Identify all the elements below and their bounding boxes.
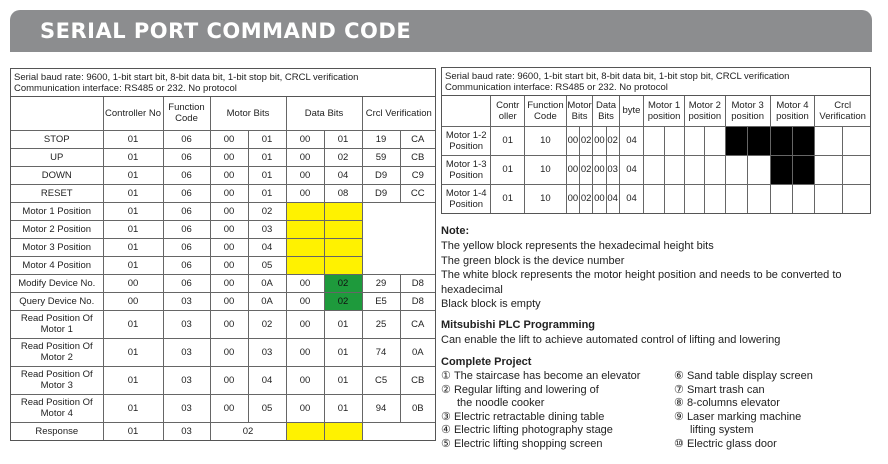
- white-position-cell: [705, 155, 725, 184]
- note-black: Black block is empty: [441, 298, 541, 311]
- white-position-cell: [842, 126, 870, 155]
- project-number: ⑧: [674, 397, 684, 410]
- table-cell: D8: [400, 274, 435, 292]
- note-white: The white block represents the motor height position and needs to be converted to: [441, 269, 842, 282]
- white-position-cell: [748, 184, 770, 213]
- project-number: ⑥: [674, 370, 684, 382]
- header-controller: Contr oller: [491, 96, 525, 126]
- table-cell: 04: [619, 184, 643, 213]
- project-item: [674, 397, 813, 411]
- plc-title: Mitsubishi PLC Programming: [441, 319, 596, 331]
- white-position-cell: [705, 184, 725, 213]
- table-cell: CB: [400, 148, 435, 166]
- table-cell: 03: [163, 310, 210, 338]
- table-cell: 02: [580, 126, 593, 155]
- table-cell: 00: [210, 338, 248, 366]
- project-item: [441, 411, 640, 425]
- row-label: Read Position Of Motor 3: [11, 366, 103, 394]
- table-cell: 03: [163, 366, 210, 394]
- black-empty-cell: [748, 126, 770, 155]
- table-cell: 00: [286, 274, 324, 292]
- project-text: Sand table display screen: [686, 370, 813, 382]
- table-cell: 01: [248, 166, 286, 184]
- white-position-cell: [725, 155, 747, 184]
- black-empty-cell: [792, 126, 814, 155]
- yellow-height-cell: [324, 220, 362, 238]
- table-cell: 01: [324, 338, 362, 366]
- row-label: Motor 1-3 Position: [442, 155, 491, 184]
- baud-rate-line: Serial baud rate: 9600, 1-bit start bit, 8-bit data bit, 1-bit stop bit, CRCL verification: [445, 71, 790, 82]
- table-cell: 08: [324, 184, 362, 202]
- white-position-cell: [705, 126, 725, 155]
- row-label: Motor 1 Position: [11, 202, 103, 220]
- white-position-cell: [644, 155, 664, 184]
- table-cell: 00: [286, 166, 324, 184]
- project-text: Laser marking machine: [686, 410, 802, 423]
- white-position-cell: [770, 184, 792, 213]
- project-item: [674, 411, 813, 425]
- table-cell: 59: [362, 148, 400, 166]
- table-cell: 06: [163, 256, 210, 274]
- table-cell: 00: [286, 310, 324, 338]
- project-number: ⑨: [674, 410, 684, 423]
- table-cell: 00: [103, 292, 163, 310]
- project-list-left: [441, 370, 640, 452]
- table-row: [11, 422, 435, 440]
- row-label: Motor 3 Position: [11, 238, 103, 256]
- notes-section: [441, 224, 881, 312]
- table-cell: 01: [103, 166, 163, 184]
- white-position-cell: [842, 184, 870, 213]
- multi-motor-table: [441, 67, 871, 214]
- table-cell: 01: [491, 126, 525, 155]
- table-cell: 10: [525, 184, 567, 213]
- yellow-height-cell: [324, 422, 362, 440]
- table-cell: 05: [248, 394, 286, 422]
- row-label: Read Position Of Motor 1: [11, 310, 103, 338]
- table-cell: 00: [593, 155, 606, 184]
- table-cell: 29: [362, 274, 400, 292]
- table-cell: 06: [163, 166, 210, 184]
- white-position-cell: [684, 184, 704, 213]
- table-cell: 04: [606, 184, 619, 213]
- table-cell: 25: [362, 310, 400, 338]
- project-item: [674, 370, 813, 384]
- table-cell: D9: [362, 166, 400, 184]
- table-cell: 00: [286, 148, 324, 166]
- table-cell: 03: [248, 338, 286, 366]
- table-cell: 06: [163, 238, 210, 256]
- header-blank: [11, 97, 103, 130]
- project-item: [674, 384, 813, 398]
- project-text: Electric retractable dining table: [453, 410, 605, 423]
- table-cell: C9: [400, 166, 435, 184]
- empty-cell: [362, 202, 435, 220]
- table-cell: 0A: [248, 274, 286, 292]
- table-cell: 00: [286, 292, 324, 310]
- table-cell: 00: [210, 256, 248, 274]
- table-cell: 74: [362, 338, 400, 366]
- project-text: 8-columns elevator: [686, 397, 780, 410]
- table-cell: 00: [286, 338, 324, 366]
- table-cell: E5: [362, 292, 400, 310]
- row-label: Motor 1-2 Position: [442, 126, 491, 155]
- table-cell: 01: [324, 130, 362, 148]
- table-cell: 06: [163, 220, 210, 238]
- row-label: Read Position Of Motor 2: [11, 338, 103, 366]
- table-cell: 06: [163, 148, 210, 166]
- notes-title: Note:: [441, 225, 470, 237]
- project-item: [674, 438, 813, 452]
- table-cell: 00: [286, 184, 324, 202]
- table-header-info: [442, 68, 870, 96]
- table-cell: 04: [248, 366, 286, 394]
- table-cell: 19: [362, 130, 400, 148]
- row-label: Motor 2 Position: [11, 220, 103, 238]
- white-position-cell: [684, 155, 704, 184]
- header-motor-bits: Motor Bits: [210, 97, 286, 130]
- empty-cell: [362, 238, 435, 256]
- table-cell: 03: [163, 338, 210, 366]
- black-empty-cell: [792, 155, 814, 184]
- table-row: [11, 274, 435, 292]
- project-number: ③: [441, 410, 451, 423]
- header-crcl: Crcl Verification: [815, 96, 870, 126]
- table-row: [11, 238, 435, 256]
- project-number: ⑤: [441, 437, 451, 450]
- table-cell: 00: [593, 184, 606, 213]
- row-label: DOWN: [11, 166, 103, 184]
- table-header-row: [442, 96, 870, 126]
- project-item: [441, 424, 640, 438]
- table-cell: 00: [210, 184, 248, 202]
- table-cell: 01: [103, 202, 163, 220]
- project-text-cont: lifting system: [690, 424, 754, 437]
- header-data-bits: Data Bits: [593, 96, 619, 126]
- table-row: [11, 166, 435, 184]
- table-row: [11, 220, 435, 238]
- white-position-cell: [725, 184, 747, 213]
- table-row: [11, 256, 435, 274]
- table-cell: 00: [210, 366, 248, 394]
- interface-line: Communication interface: RS485 or 232. No protocol: [445, 82, 668, 93]
- row-label: STOP: [11, 130, 103, 148]
- table-cell: 01: [103, 338, 163, 366]
- white-position-cell: [664, 155, 684, 184]
- table-cell: 01: [103, 130, 163, 148]
- project-number: ④: [441, 424, 451, 437]
- yellow-height-cell: [324, 256, 362, 274]
- project-item: [441, 438, 640, 452]
- yellow-height-cell: [286, 238, 324, 256]
- table-cell: 03: [163, 422, 210, 440]
- table-cell: 01: [491, 184, 525, 213]
- table-cell: 00: [210, 166, 248, 184]
- white-position-cell: [664, 126, 684, 155]
- table-cell: CC: [400, 184, 435, 202]
- header-blank: [442, 96, 491, 126]
- table-header-row: [11, 97, 435, 130]
- table-cell: 10: [525, 126, 567, 155]
- table-row: [11, 148, 435, 166]
- table-cell: CB: [400, 366, 435, 394]
- table-cell: 00: [210, 274, 248, 292]
- table-cell: 02: [580, 155, 593, 184]
- table-cell: 03: [163, 292, 210, 310]
- interface-line: Communication interface: RS485 or 232. No protocol: [14, 83, 237, 94]
- table-cell: 01: [103, 256, 163, 274]
- project-list-right: [674, 370, 813, 452]
- table-row: [11, 394, 435, 422]
- table-cell: 04: [619, 155, 643, 184]
- empty-cell: [362, 422, 435, 440]
- white-position-cell: [684, 126, 704, 155]
- header-motor3-position: Motor 3 position: [725, 96, 770, 126]
- table-cell: 01: [324, 394, 362, 422]
- white-position-cell: [815, 184, 843, 213]
- command-code-table: [10, 68, 436, 441]
- black-empty-cell: [770, 155, 792, 184]
- white-position-cell: [748, 155, 770, 184]
- table-row: [442, 155, 870, 184]
- project-text-cont: the noodle cooker: [457, 397, 545, 410]
- table-cell: 01: [324, 366, 362, 394]
- note-green: The green block is the device number: [441, 254, 625, 267]
- table-cell: 10: [525, 155, 567, 184]
- project-text: Smart trash can: [686, 383, 765, 396]
- table-cell: 00: [566, 184, 579, 213]
- white-position-cell: [644, 126, 664, 155]
- table-row: [11, 292, 435, 310]
- project-number: ①: [441, 370, 451, 382]
- header-motor1-position: Motor 1 position: [644, 96, 685, 126]
- table-row: [11, 184, 435, 202]
- white-position-cell: [792, 184, 814, 213]
- project-text: Electric glass door: [686, 437, 777, 450]
- table-row: [11, 130, 435, 148]
- table-cell: D8: [400, 292, 435, 310]
- table-row: [11, 202, 435, 220]
- table-cell: 02: [248, 310, 286, 338]
- black-empty-cell: [770, 126, 792, 155]
- row-label: Motor 1-4 Position: [442, 184, 491, 213]
- table-cell: 00: [210, 220, 248, 238]
- plc-section: [441, 318, 881, 347]
- table-cell: 02: [606, 126, 619, 155]
- project-number: ⑦: [674, 383, 684, 396]
- green-device-cell: 02: [324, 274, 362, 292]
- white-position-cell: [815, 155, 843, 184]
- baud-rate-line: Serial baud rate: 9600, 1-bit start bit, 8-bit data bit, 1-bit stop bit, CRCL verification: [14, 72, 359, 83]
- yellow-height-cell: [286, 422, 324, 440]
- table-cell: 01: [491, 155, 525, 184]
- project-item: [441, 384, 640, 398]
- header-motor4-position: Motor 4 position: [770, 96, 815, 126]
- complete-project-section: [441, 355, 881, 450]
- black-empty-cell: [725, 126, 747, 155]
- table-cell: 00: [210, 292, 248, 310]
- row-label: RESET: [11, 184, 103, 202]
- table-cell: 94: [362, 394, 400, 422]
- multi-motor-command-table: [442, 96, 870, 213]
- complete-title: Complete Project: [441, 356, 532, 368]
- table-cell: 01: [103, 310, 163, 338]
- white-position-cell: [644, 184, 664, 213]
- row-label: Read Position Of Motor 4: [11, 394, 103, 422]
- table-cell: 06: [163, 202, 210, 220]
- page-title: SERIAL PORT COMMAND CODE: [40, 19, 412, 43]
- header-function: Function Code: [525, 96, 567, 126]
- green-device-cell: 02: [324, 292, 362, 310]
- table-cell: 04: [619, 126, 643, 155]
- table-cell: 01: [324, 310, 362, 338]
- white-position-cell: [842, 155, 870, 184]
- header-data-bits: Data Bits: [286, 97, 362, 130]
- table-header-info: [11, 69, 435, 97]
- table-cell: 01: [248, 184, 286, 202]
- table-cell: CA: [400, 310, 435, 338]
- table-cell: 00: [566, 126, 579, 155]
- table-cell: C5: [362, 366, 400, 394]
- table-cell: 00: [210, 310, 248, 338]
- table-cell: 06: [163, 184, 210, 202]
- table-cell: 06: [163, 130, 210, 148]
- table-cell: 00: [210, 238, 248, 256]
- project-number: ②: [441, 383, 451, 396]
- empty-cell: [362, 220, 435, 238]
- table-cell: 03: [248, 220, 286, 238]
- row-label: UP: [11, 148, 103, 166]
- table-cell: 00: [210, 148, 248, 166]
- table-cell: 01: [103, 422, 163, 440]
- plc-text: Can enable the lift to achieve automated control of lifting and lowering: [441, 333, 781, 346]
- yellow-height-cell: [324, 202, 362, 220]
- table-cell: 0B: [400, 394, 435, 422]
- table-cell: 02: [324, 148, 362, 166]
- project-text: The staircase has become an elevator: [453, 370, 641, 382]
- table-cell: 00: [210, 202, 248, 220]
- project-item: [441, 370, 640, 384]
- table-cell: 01: [103, 394, 163, 422]
- table-cell: 00: [210, 394, 248, 422]
- table-cell: 04: [248, 238, 286, 256]
- header-crcl: Crcl Verification: [362, 97, 435, 130]
- yellow-height-cell: [286, 202, 324, 220]
- note-yellow: The yellow block represents the hexadecimal height bits: [441, 240, 714, 252]
- table-cell: 01: [103, 220, 163, 238]
- table-cell: 00: [286, 394, 324, 422]
- note-white-cont: hexadecimal: [441, 283, 503, 296]
- yellow-height-cell: [286, 256, 324, 274]
- table-row: [442, 184, 870, 213]
- command-table: [11, 97, 435, 440]
- table-cell: 0A: [248, 292, 286, 310]
- row-label: Motor 4 Position: [11, 256, 103, 274]
- empty-cell: [362, 256, 435, 274]
- table-row: [11, 338, 435, 366]
- row-label: Query Device No.: [11, 292, 103, 310]
- project-text: Electric lifting shopping screen: [453, 437, 603, 450]
- table-row: [11, 366, 435, 394]
- header-motor-bits: Motor Bits: [566, 96, 592, 126]
- table-cell: 01: [103, 148, 163, 166]
- row-label: Modify Device No.: [11, 274, 103, 292]
- header-function: Function Code: [163, 97, 210, 130]
- table-cell: 01: [103, 238, 163, 256]
- table-cell: 01: [103, 184, 163, 202]
- header-byte: byte: [619, 96, 643, 126]
- table-cell: 00: [210, 130, 248, 148]
- table-cell: 0A: [400, 338, 435, 366]
- table-cell: CA: [400, 130, 435, 148]
- table-cell: 03: [606, 155, 619, 184]
- header-controller: Controller No: [103, 97, 163, 130]
- table-cell: 02: [248, 202, 286, 220]
- table-cell: 00: [286, 130, 324, 148]
- header-motor2-position: Motor 2 position: [684, 96, 725, 126]
- project-text: Electric lifting photography stage: [453, 424, 613, 437]
- yellow-height-cell: [324, 238, 362, 256]
- table-cell: 00: [566, 155, 579, 184]
- white-position-cell: [815, 126, 843, 155]
- white-position-cell: [664, 184, 684, 213]
- yellow-height-cell: [286, 220, 324, 238]
- table-cell: D9: [362, 184, 400, 202]
- project-text: Regular lifting and lowering of: [453, 383, 599, 396]
- table-cell: 01: [103, 366, 163, 394]
- table-cell: 00: [593, 126, 606, 155]
- project-number: ⑩: [674, 437, 684, 450]
- table-cell: 05: [248, 256, 286, 274]
- table-cell: 01: [248, 130, 286, 148]
- table-cell: 06: [163, 274, 210, 292]
- table-row: [11, 310, 435, 338]
- table-cell: 03: [163, 394, 210, 422]
- table-cell: 01: [248, 148, 286, 166]
- table-cell: 02: [580, 184, 593, 213]
- table-cell: 00: [103, 274, 163, 292]
- row-label: Response: [11, 422, 103, 440]
- title-banner: [10, 10, 872, 52]
- table-row: [442, 126, 870, 155]
- table-cell: 00: [286, 366, 324, 394]
- table-cell: 02: [210, 422, 286, 440]
- table-cell: 04: [324, 166, 362, 184]
